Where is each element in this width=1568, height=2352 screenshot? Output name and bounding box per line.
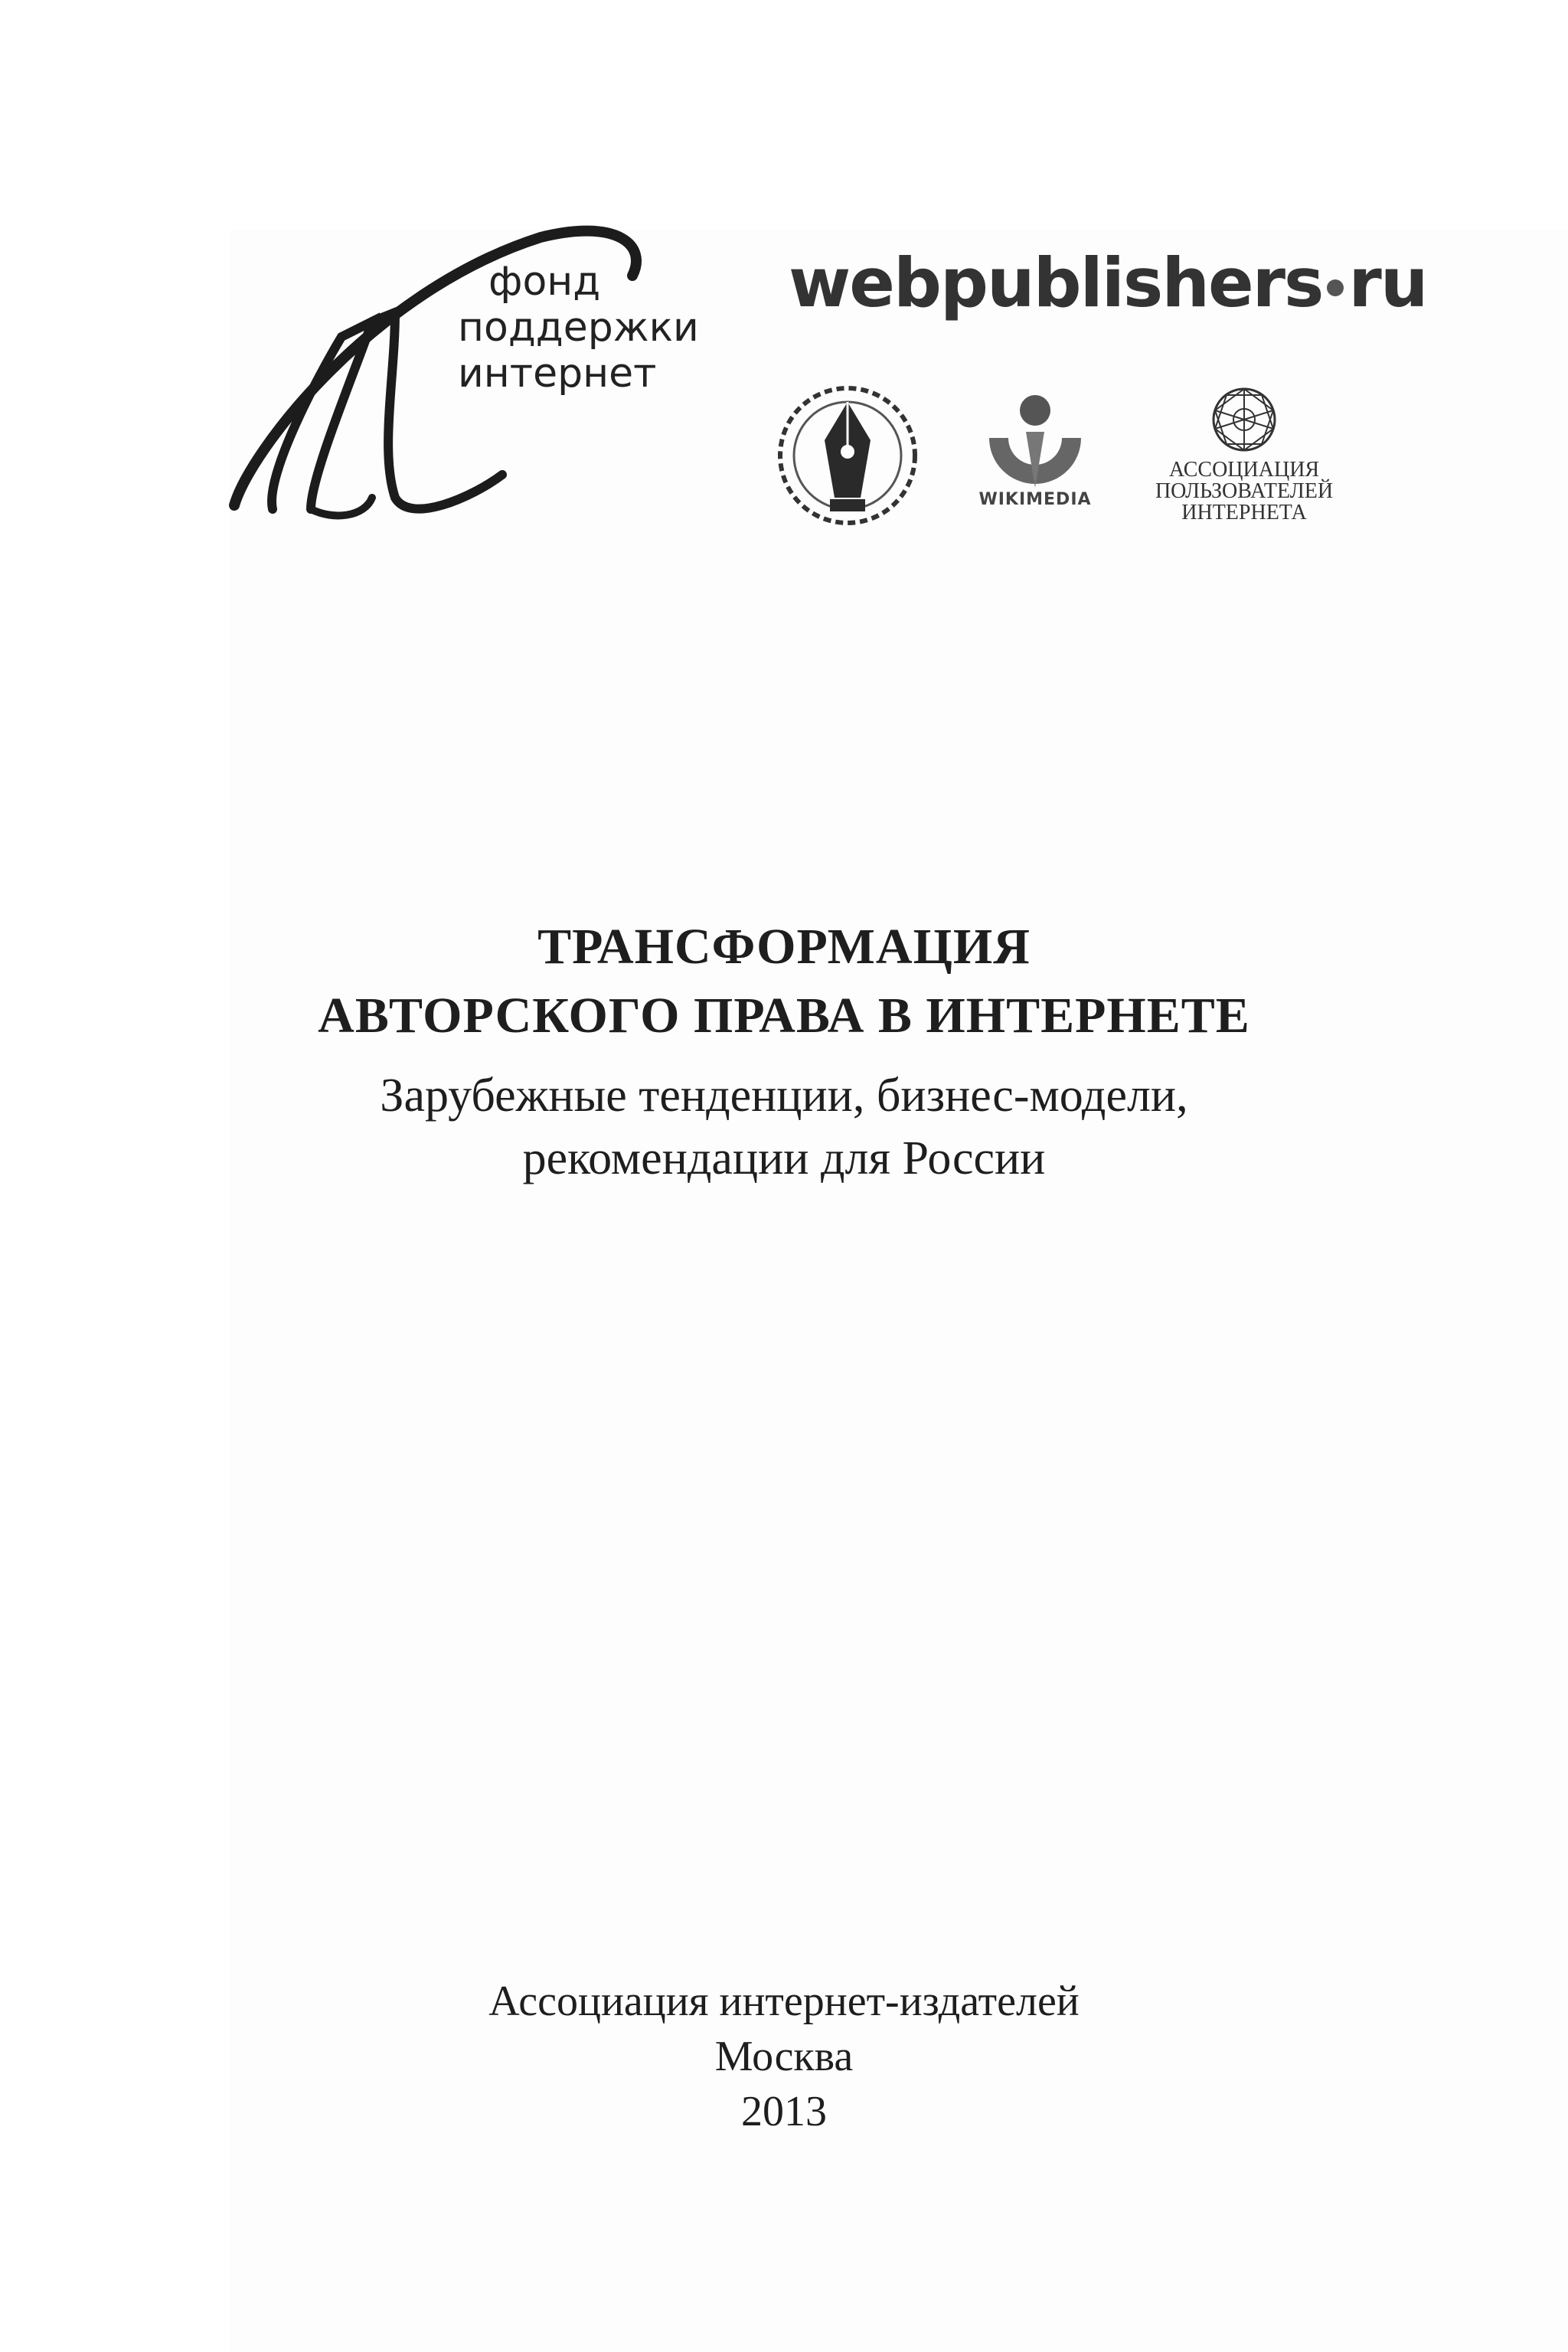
association-line1: АССОЦИАЦИЯ: [1168, 458, 1320, 482]
imprint: [0, 1974, 1568, 2139]
wikimedia-logo: [966, 392, 1104, 514]
fond-line3: интернет: [458, 351, 657, 397]
webpublishers-logo: [789, 243, 1426, 322]
association-label: [1141, 459, 1348, 524]
book-subtitle-line2: рекомендации для России: [522, 1132, 1046, 1184]
book-title-line1: ТРАНСФОРМАЦИЯ: [537, 919, 1031, 975]
publisher-name: Ассоциация интернет-издателей: [488, 1978, 1080, 2025]
fond-line2: поддержки: [458, 305, 699, 351]
book-title-line2: АВТОРСКОГО ПРАВА В ИНТЕРНЕТЕ: [318, 988, 1250, 1044]
internet-users-association-logo: [1141, 383, 1348, 536]
publication-year: 2013: [741, 2088, 827, 2135]
association-line2: ПОЛЬЗОВАТЕЛЕЙ: [1155, 479, 1334, 503]
book-title: [0, 913, 1568, 1050]
webpublishers-text: webpublishers: [789, 243, 1323, 322]
wikimedia-label: WIKIMEDIA: [978, 490, 1092, 509]
book-subtitle-line1: Зарубежные тенденции, бизнес-модели,: [380, 1070, 1188, 1122]
wikimedia-icon: [966, 392, 1104, 492]
fond-swoosh-icon: [219, 222, 740, 528]
journalism-faculty-emblem: [775, 383, 920, 528]
fond-podderzhki-internet-logo: [219, 222, 740, 528]
book-subtitle: [0, 1064, 1568, 1190]
fond-line1: фонд: [488, 259, 601, 305]
association-line3: ИНТЕРНЕТА: [1181, 501, 1307, 524]
webpublishers-ru-text: ru: [1348, 243, 1427, 322]
laurel-pen-nib-icon: [775, 383, 920, 528]
webpublishers-dot-icon: [1327, 279, 1344, 296]
publication-city: Москва: [714, 2033, 854, 2080]
network-sphere-icon: [1141, 383, 1348, 459]
